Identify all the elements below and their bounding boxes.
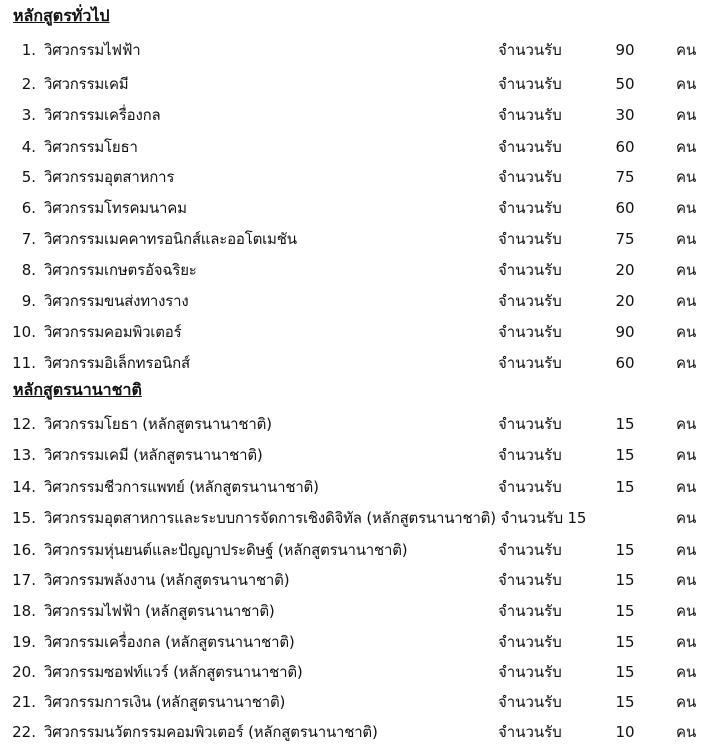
program-name: วิศวกรรมอุตสาหการและระบบการจัดการเชิงดิจิทัล (หลักสูตรนานาชาติ) จำนวนรับ 15 xyxy=(44,509,587,527)
quota-unit: คน xyxy=(676,633,697,651)
quota-label: จำนวนรับ xyxy=(498,571,562,589)
quota-label: จำนวนรับ xyxy=(498,602,562,620)
program-name: วิศวกรรมเครื่องกล xyxy=(44,106,161,124)
quota-count: 15 xyxy=(615,602,635,620)
quota-count: 15 xyxy=(615,571,635,589)
quota-count: 60 xyxy=(615,354,635,372)
quota-label: จำนวนรับ xyxy=(498,261,562,279)
quota-unit: คน xyxy=(676,75,697,93)
quota-count: 15 xyxy=(615,478,635,496)
section-heading-general: หลักสูตรทั่วไป xyxy=(13,6,110,25)
program-row xyxy=(0,660,711,684)
quota-count: 15 xyxy=(615,415,635,433)
quota-label: จำนวนรับ xyxy=(498,230,562,248)
quota-label: จำนวนรับ xyxy=(498,323,562,341)
row-number: 7. xyxy=(21,230,36,248)
program-row xyxy=(0,506,711,530)
program-row xyxy=(0,135,711,159)
row-number: 13. xyxy=(12,446,36,464)
row-number: 20. xyxy=(12,663,36,681)
quota-label: จำนวนรับ xyxy=(498,541,562,559)
quota-count: 10 xyxy=(615,723,635,741)
quota-label: จำนวนรับ xyxy=(498,446,562,464)
row-number: 18. xyxy=(12,602,36,620)
program-row xyxy=(0,38,711,62)
program-row xyxy=(0,412,711,436)
program-name: วิศวกรรมเคมี (หลักสูตรนานาชาติ) xyxy=(44,446,263,464)
row-number: 11. xyxy=(12,354,36,372)
program-row xyxy=(0,165,711,189)
row-number: 9. xyxy=(21,292,36,310)
quota-label: จำนวนรับ xyxy=(498,75,562,93)
quota-unit: คน xyxy=(676,446,697,464)
quota-unit: คน xyxy=(676,230,697,248)
quota-unit: คน xyxy=(676,138,697,156)
program-row xyxy=(0,258,711,282)
program-row xyxy=(0,196,711,220)
quota-unit: คน xyxy=(676,199,697,217)
quota-count: 90 xyxy=(615,41,635,59)
row-number: 16. xyxy=(12,541,36,559)
program-name: วิศวกรรมโทรคมนาคม xyxy=(44,199,187,217)
program-row xyxy=(0,630,711,654)
program-name: วิศวกรรมชีวการแพทย์ (หลักสูตรนานาชาติ) xyxy=(44,478,319,496)
row-number: 12. xyxy=(12,415,36,433)
quota-unit: คน xyxy=(676,415,697,433)
program-name: วิศวกรรมหุ่นยนต์และปัญญาประดิษฐ์ (หลักสูตรนานาชาติ) xyxy=(44,541,408,559)
quota-label: จำนวนรับ xyxy=(498,41,562,59)
program-row xyxy=(0,690,711,714)
row-number: 2. xyxy=(21,75,36,93)
program-name: วิศวกรรมเมคคาทรอนิกส์และออโตเมชัน xyxy=(44,230,297,248)
program-row xyxy=(0,720,711,744)
quota-unit: คน xyxy=(676,261,697,279)
row-number: 10. xyxy=(12,323,36,341)
row-number: 5. xyxy=(21,168,36,186)
program-name: วิศวกรรมคอมพิวเตอร์ xyxy=(44,323,182,341)
row-number: 4. xyxy=(21,138,36,156)
quota-count: 60 xyxy=(615,199,635,217)
program-name: วิศวกรรมขนส่งทางราง xyxy=(44,292,189,310)
quota-unit: คน xyxy=(676,693,697,711)
program-row xyxy=(0,227,711,251)
program-name: วิศวกรรมโยธา (หลักสูตรนานาชาติ) xyxy=(44,415,272,433)
program-name: วิศวกรรมโยธา xyxy=(44,138,138,156)
quota-unit: คน xyxy=(676,354,697,372)
row-number: 22. xyxy=(12,723,36,741)
quota-count: 75 xyxy=(615,230,635,248)
quota-count: 15 xyxy=(615,693,635,711)
quota-unit: คน xyxy=(676,292,697,310)
section-heading-international: หลักสูตรนานาชาติ xyxy=(13,380,142,399)
quota-unit: คน xyxy=(676,723,697,741)
program-row xyxy=(0,538,711,562)
program-row xyxy=(0,351,711,375)
quota-unit: คน xyxy=(676,509,697,527)
program-name: วิศวกรรมพลังงาน (หลักสูตรนานาชาติ) xyxy=(44,571,290,589)
row-number: 6. xyxy=(21,199,36,217)
quota-label: จำนวนรับ xyxy=(498,723,562,741)
quota-label: จำนวนรับ xyxy=(498,168,562,186)
program-name: วิศวกรรมเคมี xyxy=(44,75,129,93)
quota-label: จำนวนรับ xyxy=(498,478,562,496)
row-number: 8. xyxy=(21,261,36,279)
quota-unit: คน xyxy=(676,168,697,186)
row-number: 19. xyxy=(12,633,36,651)
quota-count: 90 xyxy=(615,323,635,341)
program-row xyxy=(0,568,711,592)
quota-count: 75 xyxy=(615,168,635,186)
program-row xyxy=(0,103,711,127)
program-row xyxy=(0,72,711,96)
quota-count: 50 xyxy=(615,75,635,93)
quota-count: 20 xyxy=(615,261,635,279)
quota-count: 15 xyxy=(615,446,635,464)
program-name: วิศวกรรมอุตสาหการ xyxy=(44,168,175,186)
quota-label: จำนวนรับ xyxy=(498,354,562,372)
quota-unit: คน xyxy=(676,663,697,681)
program-row xyxy=(0,289,711,313)
quota-unit: คน xyxy=(676,602,697,620)
program-name: วิศวกรรมไฟฟ้า xyxy=(44,41,141,59)
row-number: 14. xyxy=(12,478,36,496)
quota-label: จำนวนรับ xyxy=(498,633,562,651)
row-number: 3. xyxy=(21,106,36,124)
quota-label: จำนวนรับ xyxy=(498,199,562,217)
quota-unit: คน xyxy=(676,41,697,59)
quota-unit: คน xyxy=(676,106,697,124)
quota-count: 15 xyxy=(615,633,635,651)
program-name: วิศวกรรมซอฟท์แวร์ (หลักสูตรนานาชาติ) xyxy=(44,663,303,681)
quota-unit: คน xyxy=(676,571,697,589)
quota-count: 30 xyxy=(615,106,635,124)
program-name: วิศวกรรมการเงิน (หลักสูตรนานาชาติ) xyxy=(44,693,286,711)
program-row xyxy=(0,443,711,467)
row-number: 15. xyxy=(12,509,36,527)
row-number: 21. xyxy=(12,693,36,711)
quota-label: จำนวนรับ xyxy=(498,292,562,310)
quota-label: จำนวนรับ xyxy=(498,415,562,433)
row-number: 1. xyxy=(21,41,36,59)
quota-label: จำนวนรับ xyxy=(498,106,562,124)
quota-label: จำนวนรับ xyxy=(498,693,562,711)
program-name: วิศวกรรมเกษตรอัจฉริยะ xyxy=(44,261,197,279)
quota-count: 15 xyxy=(615,663,635,681)
quota-count: 60 xyxy=(615,138,635,156)
quota-unit: คน xyxy=(676,541,697,559)
quota-unit: คน xyxy=(676,323,697,341)
quota-unit: คน xyxy=(676,478,697,496)
quota-count: 20 xyxy=(615,292,635,310)
program-name: วิศวกรรมนวัตกรรมคอมพิวเตอร์ (หลักสูตรนานาชาติ) xyxy=(44,723,378,741)
quota-label: จำนวนรับ xyxy=(498,663,562,681)
program-name: วิศวกรรมอิเล็กทรอนิกส์ xyxy=(44,354,190,372)
program-row xyxy=(0,599,711,623)
program-name: วิศวกรรมเครื่องกล (หลักสูตรนานาชาติ) xyxy=(44,633,295,651)
quota-label: จำนวนรับ xyxy=(498,138,562,156)
program-row xyxy=(0,320,711,344)
quota-count: 15 xyxy=(615,541,635,559)
program-row xyxy=(0,475,711,499)
program-name: วิศวกรรมไฟฟ้า (หลักสูตรนานาชาติ) xyxy=(44,602,275,620)
row-number: 17. xyxy=(12,571,36,589)
